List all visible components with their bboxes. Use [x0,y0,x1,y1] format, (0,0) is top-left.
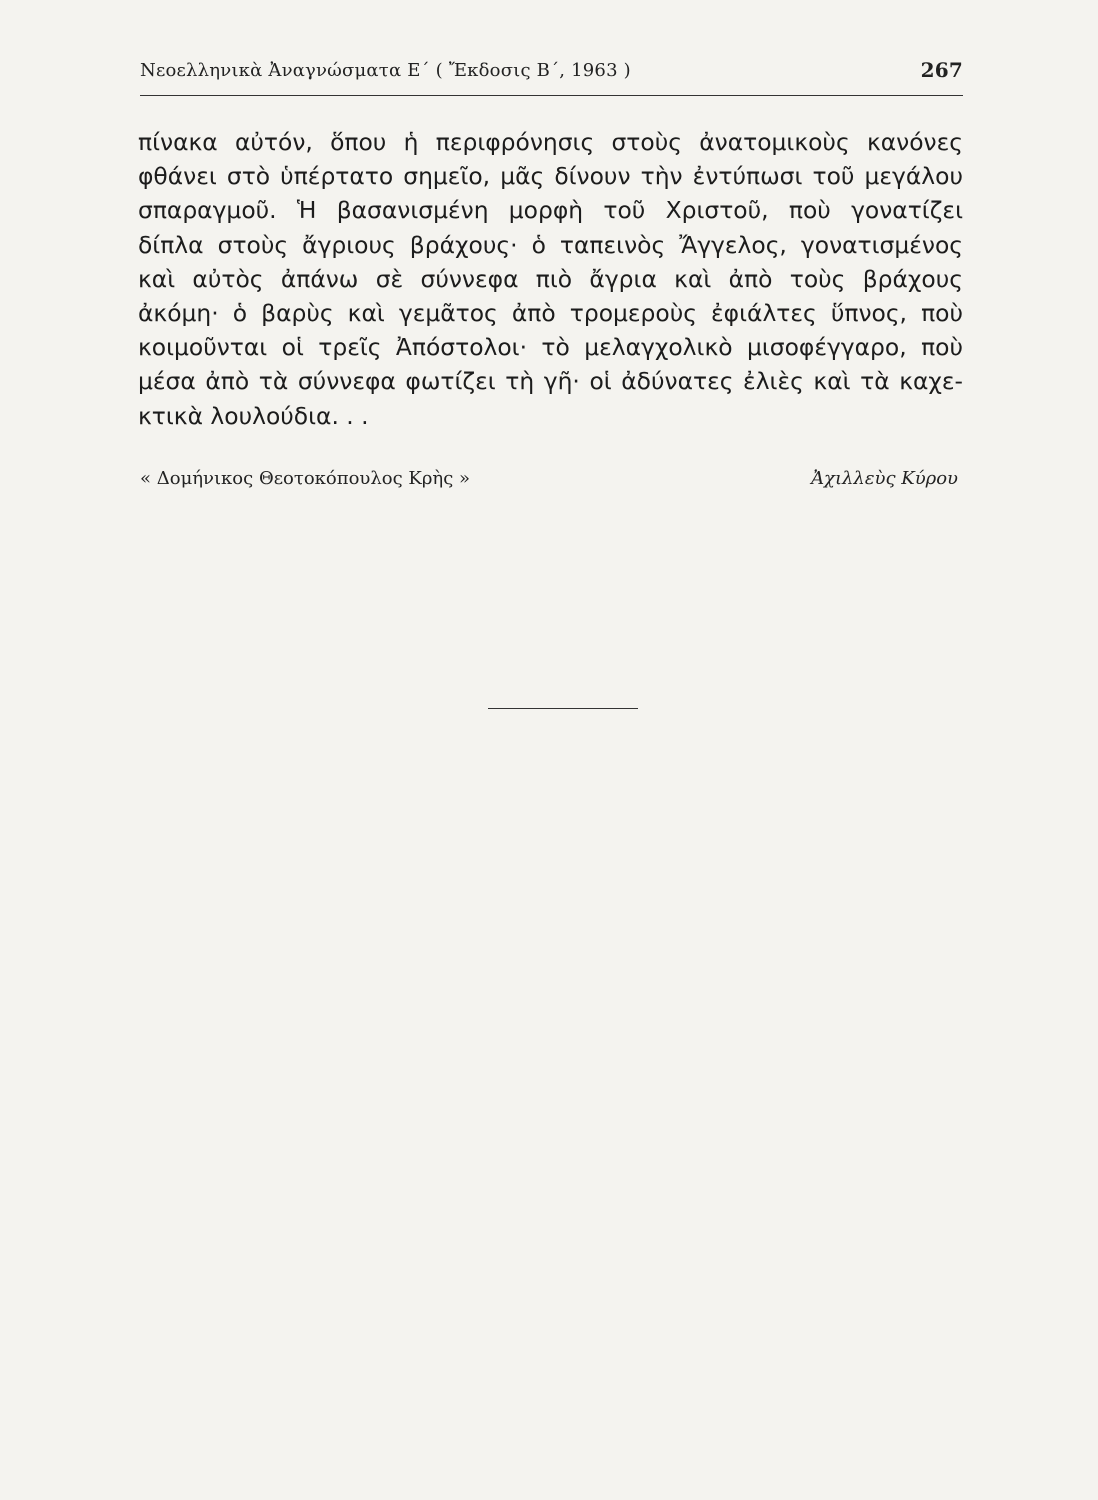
text-line: πίνακα αὐτόν, ὅπου ἡ περιφρόνησις στοὺς ἀνατομικοὺς κανόνες [138,128,963,156]
text-line: σπαραγμοῦ. Ἡ βασανισμένη μορφὴ τοῦ Χριστοῦ, ποὺ γονατίζει [138,196,963,225]
text-line: ἀκόμη· ὁ βαρὺς καὶ γεμᾶτος ἀπὸ τρομεροὺς ἐφιάλτες ὕπνος, ποὺ [138,298,963,327]
body-paragraph [138,125,963,433]
page-number: 267 [920,58,963,82]
attribution [140,468,963,496]
running-head [140,60,963,90]
source-title: « Δομήνικος Θεοτοκόπουλος Κρὴς » [140,468,471,489]
text-line: κτικὰ λουλούδια. . . [138,401,369,430]
header-rule [140,95,963,96]
book-title: Νεοελληνικὰ Ἀναγνώσματα Ε΄ ( Ἔκδοσις Β΄, 1963 ) [140,60,631,81]
text-line: καὶ αὐτὸς ἀπάνω σὲ σύννεφα πιὸ ἄγρια καὶ ἀπὸ τοὺς βράχους [138,264,963,293]
section-divider [488,708,638,709]
author-name: Ἀχιλλεὺς Κύρου [811,468,958,489]
text-line: μέσα ἀπὸ τὰ σύννεφα φωτίζει τὴ γῆ· οἱ ἀδύνατες ἐλιὲς καὶ τὰ καχε- [138,367,963,396]
text-line: δίπλα στοὺς ἄγριους βράχους· ὁ ταπεινὸς Ἄγγελος, γονατισμένος [138,230,963,259]
text-line: κοιμοῦνται οἱ τρεῖς Ἀπόστολοι· τὸ μελαγχολικὸ μισοφέγγαρο, ποὺ [138,333,963,362]
text-line: φθάνει στὸ ὑπέρτατο σημεῖο, μᾶς δίνουν τὴν ἐντύπωσι τοῦ μεγάλου [138,162,963,191]
